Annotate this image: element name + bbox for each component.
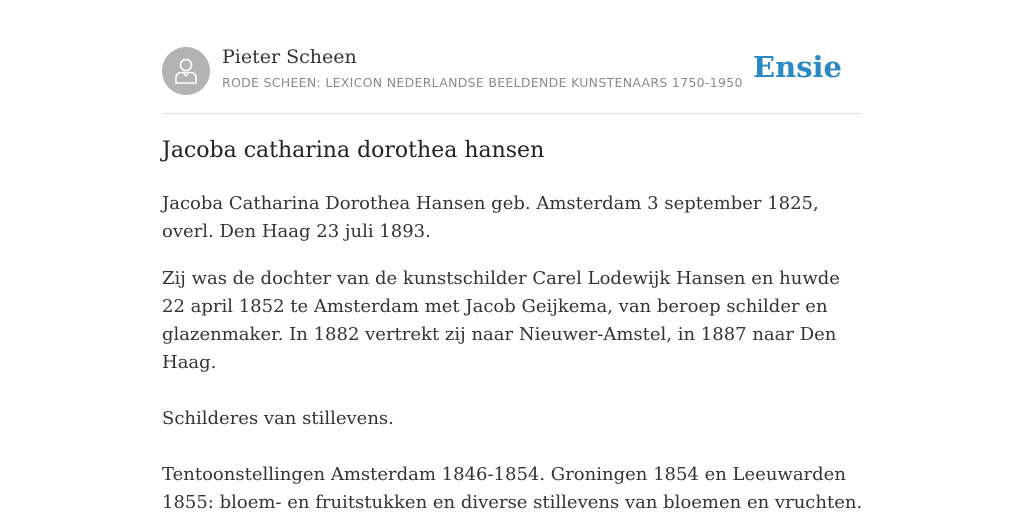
article-title: Jacoba catharina dorothea hansen (162, 138, 545, 163)
article-paragraph: Schilderes van stillevens. (162, 408, 394, 429)
article-paragraph: Jacoba Catharina Dorothea Hansen geb. Amsterdam 3 september 1825, overl. Den Haag 23 juli 1893. (162, 193, 819, 242)
author-header (162, 46, 862, 96)
brand-logo[interactable]: Ensie (753, 50, 842, 84)
article-body (162, 190, 867, 512)
header-divider (162, 113, 862, 114)
avatar[interactable] (162, 47, 210, 95)
author-name[interactable]: Pieter Scheen (222, 46, 357, 68)
article-paragraph: Zij was de dochter van de kunstschilder Carel Lodewijk Hansen en huwde 22 april 1852 te Amsterdam met Jacob Geijkema, van beroep schilder en glazenmaker. In 1882 vertrekt zij naar Nieuwer-Amstel, in 1887 naar Den Haag. (162, 268, 840, 373)
source-label: RODE SCHEEN: LEXICON NEDERLANDSE BEELDENDE KUNSTENAARS 1750-1950 (222, 75, 743, 90)
article-paragraph: Tentoonstellingen Amsterdam 1846-1854. Groningen 1854 en Leeuwarden 1855: bloem- en fruitstukken en diverse stillevens van bloemen en vruchten. (162, 464, 863, 512)
user-icon (174, 57, 198, 85)
